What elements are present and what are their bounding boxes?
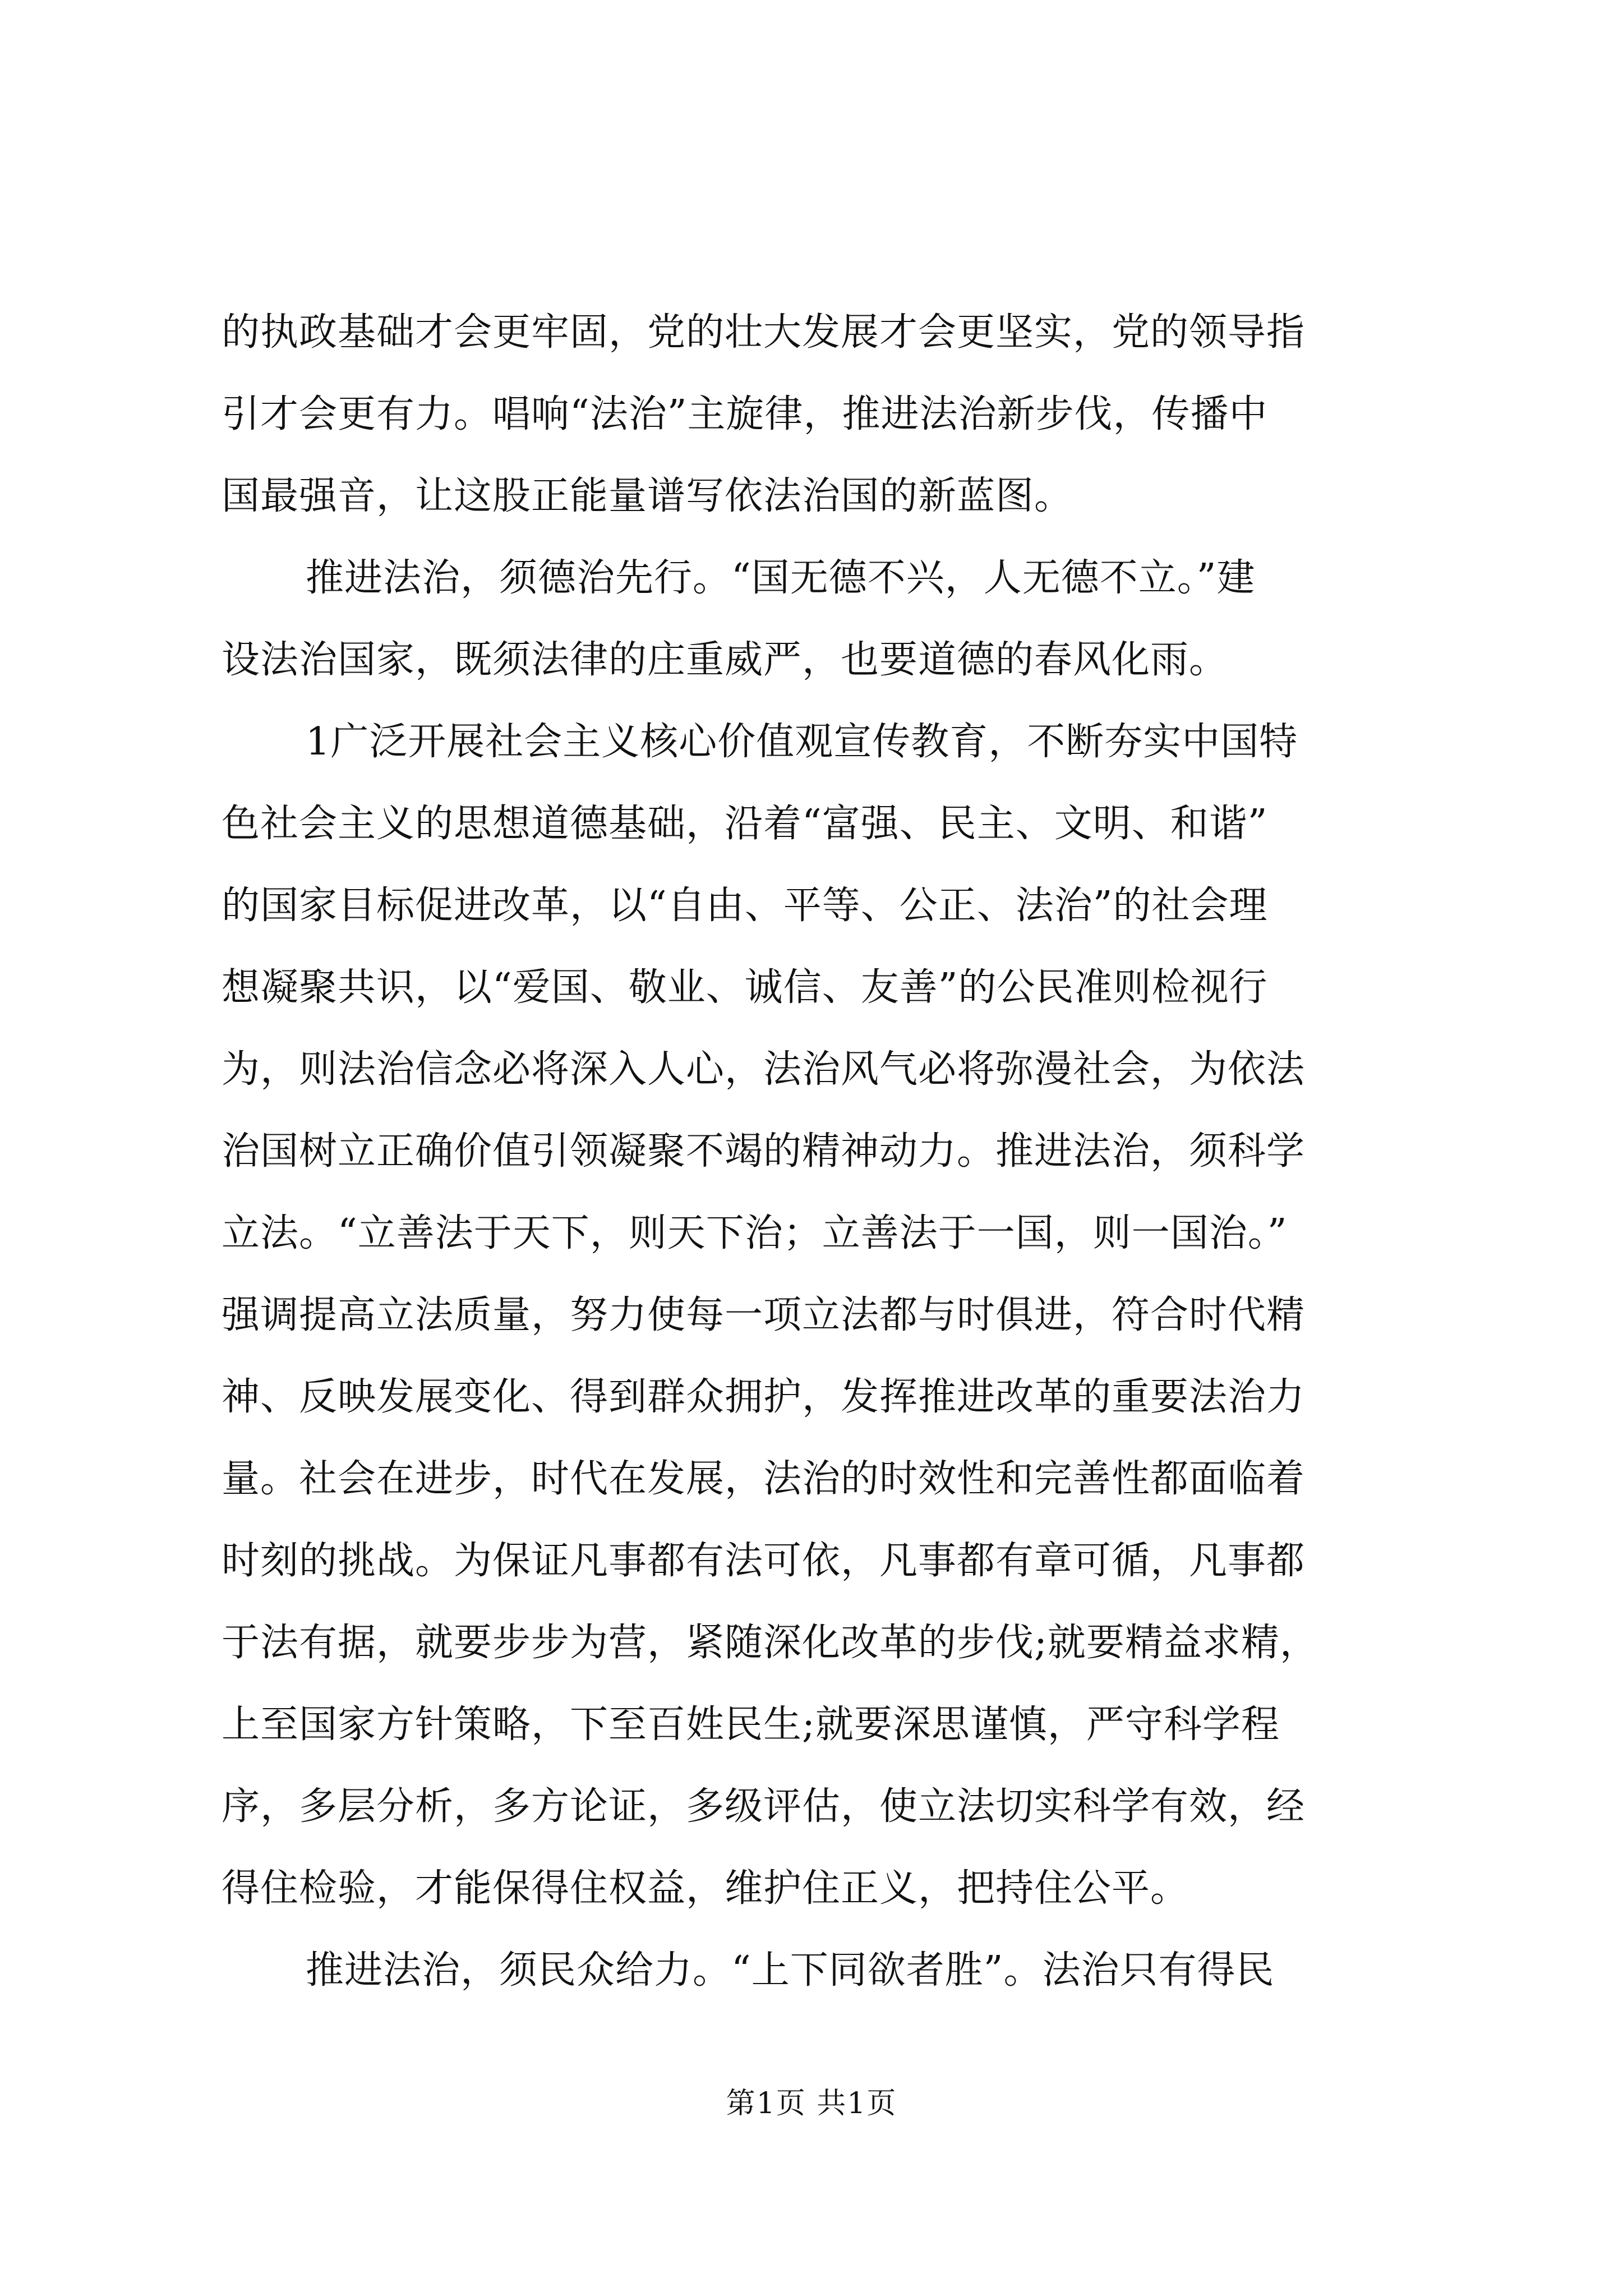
text-line: 引才会更有力。唱响“法治”主旋律，推进法治新步伐，传播中 [222,392,1268,436]
text-line: 时刻的挑战。为保证凡事都有法可依，凡事都有章可循，凡事都 [222,1539,1306,1583]
text-line: 立法。“立善法于天下，则天下治；立善法于一国，则一国治。” [222,1211,1288,1255]
text-line: 国最强音，让这股正能量谱写依法治国的新蓝图。 [222,474,1073,518]
text-line: 想凝聚共识，以“爱国、敬业、诚信、友善”的公民准则检视行 [222,965,1268,1010]
text-line: 设法治国家，既须法律的庄重威严，也要道德的春风化雨。 [222,638,1228,682]
text-line: 为，则法治信念必将深入人心，法治风气必将弥漫社会，为依法 [222,1047,1306,1092]
text-line: 治国树立正确价值引领凝聚不竭的精神动力。推进法治，须科学 [222,1129,1306,1174]
text-line: 序，多层分析，多方论证，多级评估，使立法切实科学有效，经 [222,1784,1306,1829]
paragraph-first-line: 1广泛开展社会主义核心价值观宣传教育，不断夯实中国特 [306,720,1298,764]
text-line: 的执政基础才会更牢固，党的壮大发展才会更坚实，党的领导指 [222,310,1306,355]
text-line: 神、反映发展变化、得到群众拥护，发挥推进改革的重要法治力 [222,1375,1306,1419]
text-line: 上至国家方针策略，下至百姓民生;就要深思谨慎，严守科学程 [222,1703,1280,1747]
document-body [222,292,1455,2012]
text-line: 得住检验，才能保得住权益，维护住正义，把持住公平。 [222,1866,1189,1911]
text-line: 于法有据，就要步步为营，紧随深化改革的步伐;就要精益求精， [222,1621,1318,1665]
page-number-footer: 第1页 共1页 [726,2087,897,2120]
paragraph-first-line: 推进法治，须德治先行。“国无德不兴，人无德不立。”建 [306,556,1256,600]
text-line: 色社会主义的思想道德基础，沿着“富强、民主、文明、和谐” [222,802,1268,846]
text-line: 量。社会在进步，时代在发展，法治的时效性和完善性都面临着 [222,1457,1306,1501]
paragraph-first-line: 推进法治，须民众给力。“上下同欲者胜”。法治只有得民 [306,1948,1275,1993]
text-line: 强调提高立法质量，努力使每一项立法都与时俱进，符合时代精 [222,1293,1306,1337]
text-line: 的国家目标促进改革，以“自由、平等、公正、法治”的社会理 [222,884,1268,928]
